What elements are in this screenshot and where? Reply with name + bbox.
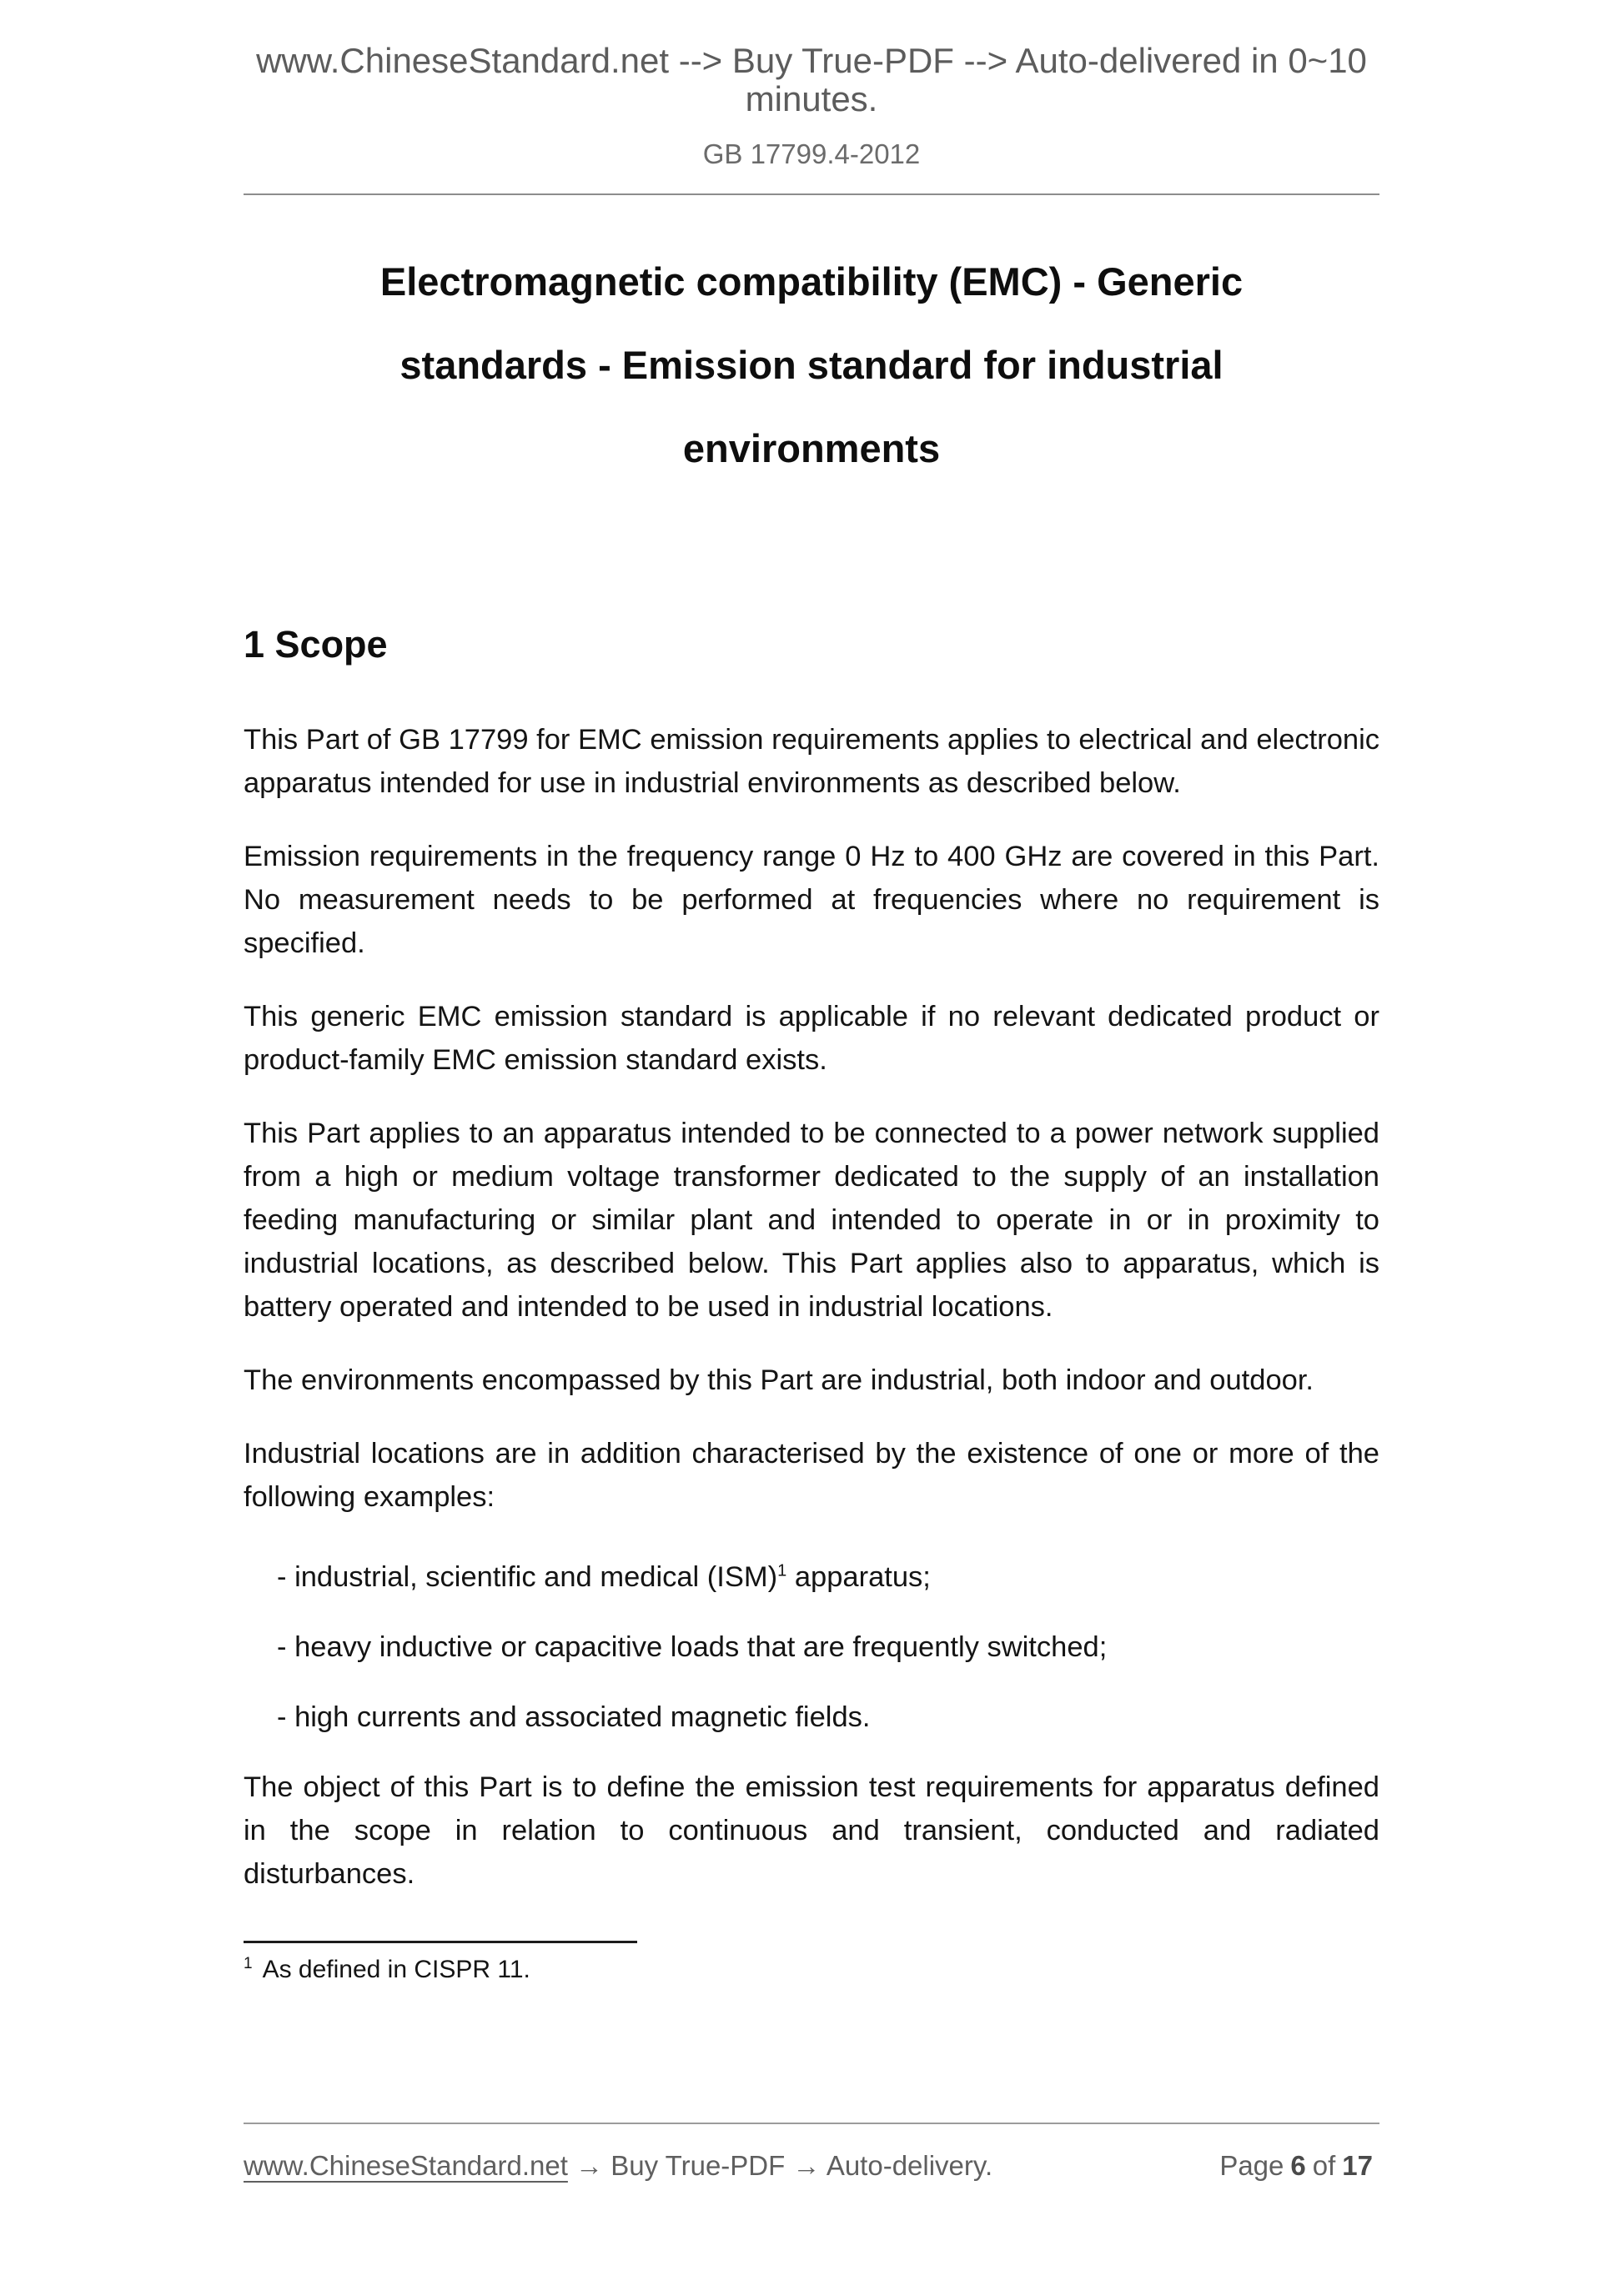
list-item-text: - high currents and associated magnetic fields.	[277, 1701, 871, 1734]
list-item-text: - industrial, scientific and medical (ISM)	[277, 1561, 778, 1594]
list-item	[277, 1555, 1379, 1599]
scope-heading: 1 Scope	[244, 623, 388, 666]
current-page-number: 6	[1290, 2150, 1306, 2181]
footnote	[244, 1952, 1379, 1988]
footnote-marker: 1	[244, 1955, 253, 1973]
list-item-text: - heavy inductive or capacitive loads that are frequently switched;	[277, 1631, 1108, 1664]
scope-paragraph: The environments encompassed by this Part are industrial, both indoor and outdoor.	[244, 1364, 1314, 1397]
dash-list	[244, 1555, 1379, 1739]
page-footer	[244, 2123, 1379, 2182]
scope-paragraph: This Part of GB 17799 for EMC emission requirements applies to electrical and electronic apparatus intended for use in industrial environments as described below.	[244, 724, 1379, 800]
title-line: Electromagnetic compatibility (EMC) - Generic	[379, 259, 1244, 304]
footnote-divider	[244, 1941, 637, 1943]
scope-paragraph: This Part applies to an apparatus intended to be connected to a power network supplied from a high or medium voltage transformer dedicated to the supply of an installation feeding manufacturing or similar plant and intended to operate in or in proximity to industrial locations, as described below. This Part applies also to apparatus, which is battery operated and intended to be used in industrial locations.	[244, 1118, 1379, 1324]
page-label: Page	[1219, 2150, 1284, 2181]
footnote-text: As defined in CISPR 11.	[262, 1956, 530, 1984]
of-label: of	[1312, 2150, 1336, 2181]
footer-source	[244, 2150, 992, 2182]
header-divider	[244, 193, 1379, 195]
doc-title	[244, 240, 1379, 490]
standard-number: GB 17799.4-2012	[702, 138, 921, 170]
site-link[interactable]: www.ChineseStandard.net	[244, 2150, 568, 2181]
list-item	[277, 1625, 1379, 1669]
page-indicator	[1219, 2150, 1379, 2182]
footnote-ref-superscript: 1	[777, 1561, 787, 1580]
header-promo-text: www.ChineseStandard.net --> Buy True-PDF --> Auto-delivered in 0~10 minutes.	[256, 41, 1367, 119]
scope-paragraph: Emission requirements in the frequency range 0 Hz to 400 GHz are covered in this Part. No measurement needs to be performed at frequencies where no requirement is specified.	[244, 841, 1379, 960]
title-line: standards - Emission standard for industrial	[399, 343, 1224, 388]
total-pages-number: 17	[1342, 2150, 1373, 2181]
list-item	[277, 1696, 1379, 1739]
list-item-text: apparatus;	[786, 1561, 931, 1594]
footer-tail-text: → Buy True-PDF → Auto-delivery.	[567, 2150, 993, 2181]
title-line: environments	[682, 426, 941, 471]
footer-row	[244, 2150, 1379, 2182]
footer-divider	[244, 2123, 1379, 2124]
scope-paragraphs	[244, 718, 1379, 1519]
scope-section	[244, 625, 1379, 1988]
page-header	[244, 0, 1379, 195]
closing-paragraph: The object of this Part is to define the emission test requirements for apparatus defined in the scope in relation to continuous and transient, conducted and radiated disturbances.	[244, 1771, 1379, 1891]
scope-paragraph: This generic EMC emission standard is applicable if no relevant dedicated product or product-family EMC emission standard exists.	[244, 1001, 1379, 1077]
scope-paragraph: Industrial locations are in addition characterised by the existence of one or more of the following examples:	[244, 1438, 1379, 1514]
